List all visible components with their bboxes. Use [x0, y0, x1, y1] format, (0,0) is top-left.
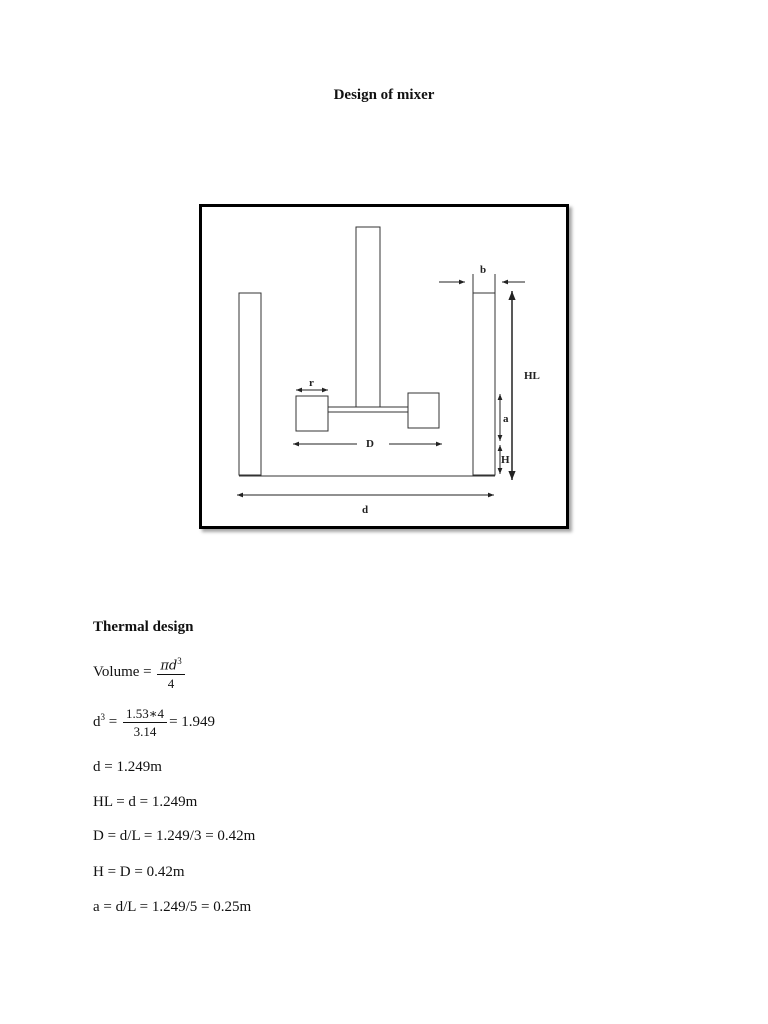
- equation-line: d = 1.249m: [93, 759, 162, 775]
- d-cubed-lhs-base: d: [93, 713, 101, 730]
- page-title: Design of mixer: [333, 87, 435, 103]
- d-cubed-lhs-exponent: 3: [100, 711, 105, 722]
- label-a: a: [502, 412, 508, 425]
- d-cubed-rhs: = 1.949: [169, 713, 216, 730]
- volume-denominator: 4: [167, 676, 175, 692]
- volume-lhs: Volume =: [93, 664, 152, 681]
- d-cubed-denominator: 3.14: [133, 724, 157, 739]
- equation-line: H = D = 0.42m: [93, 864, 185, 880]
- d-cubed-fraction: [123, 706, 167, 739]
- label-HL: HL: [523, 369, 540, 382]
- label-D: D: [365, 437, 374, 450]
- equation-volume: [93, 654, 187, 691]
- volume-numerator-exponent: 3: [177, 656, 182, 666]
- section-heading-thermal-design: Thermal design: [93, 619, 194, 635]
- impeller-arm: [328, 407, 408, 412]
- tank-right-wall: [473, 293, 495, 475]
- label-H: H: [500, 453, 510, 466]
- tank-left-wall: [239, 293, 261, 475]
- label-r: r: [308, 376, 314, 389]
- equation-d-cubed: [93, 706, 215, 739]
- impeller-blade-left: [296, 396, 328, 431]
- label-d: d: [361, 503, 368, 516]
- d-cubed-numerator: 1.53∗4: [123, 706, 167, 723]
- mixer-diagram-frame: [199, 204, 569, 529]
- equation-line: a = d/L = 1.249/5 = 0.25m: [93, 899, 252, 915]
- equation-line: D = d/L = 1.249/3 = 0.42m: [93, 828, 256, 844]
- d-cubed-equals: =: [108, 713, 118, 730]
- volume-fraction: [157, 654, 184, 691]
- impeller-blade-right: [408, 393, 439, 428]
- equation-line: HL = d = 1.249m: [93, 794, 198, 810]
- impeller-shaft: [356, 227, 380, 409]
- volume-numerator: πd: [160, 658, 178, 674]
- mixer-diagram: [199, 204, 569, 529]
- label-b: b: [479, 263, 486, 276]
